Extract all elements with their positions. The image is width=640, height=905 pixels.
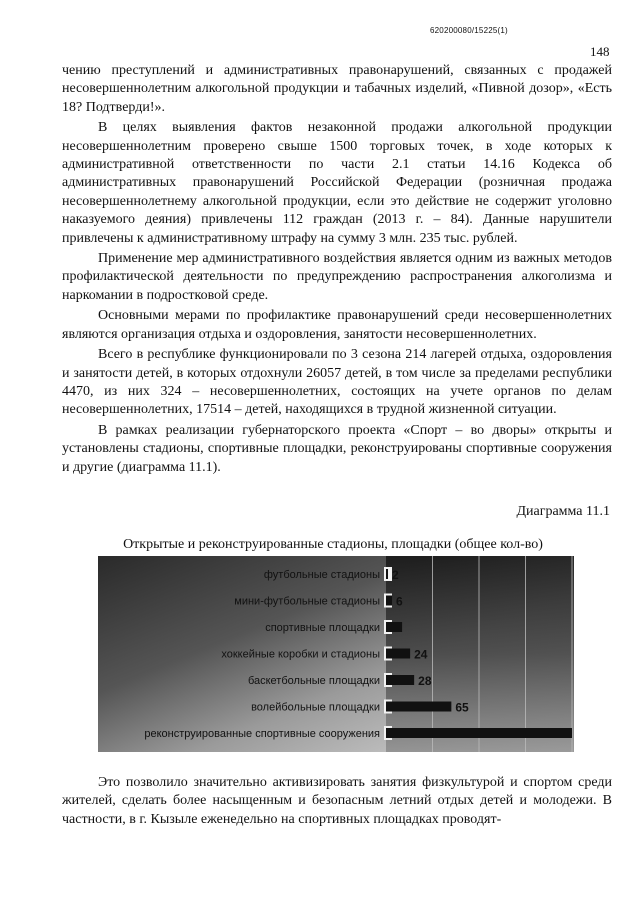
paragraph: Это позволило значительно активизировать занятия физкультурой и спортом среди жителей, сделать более насыщенным и безопасным летний отдых детей и молодежи. В частности, в г. Кызыле еженедельно на спортивных площадках проводят-	[62, 775, 612, 827]
data-label: 6	[396, 594, 403, 609]
bar	[386, 622, 402, 632]
category-label: хоккейные коробки и стадионы	[221, 648, 380, 661]
chart-svg	[98, 556, 574, 752]
bar	[386, 596, 392, 606]
data-label: 65	[455, 700, 469, 715]
chart	[98, 556, 574, 752]
document-code: 620200080/15225(1)	[430, 26, 508, 35]
bar	[386, 675, 414, 685]
data-label: 28	[418, 674, 432, 688]
paragraph: Применение мер административного воздействия является одним из важных методов профилактической деятельности по предупреждению распространения алкоголизма и наркомании в подростковой среде.	[62, 251, 612, 303]
paragraph: В целях выявления фактов незаконной продажи алкогольной продукции несовершеннолетним проверено свыше 1500 торговых точек, в ходе которых к административной ответственности по части 2.1 статьи 14.16 Кодекса об административных правонарушений Российской Федерации (розничная продажа несовершеннолетнему алкогольной продукции, если это действие не содержит уголовно наказуемого деяния) привлечены 112 граждан (2013 г. – 84). Данные нарушители привлечены к административному штрафу на сумму 3 млн. 235 тыс. рублей.	[62, 120, 612, 246]
after-chart-text	[62, 774, 612, 829]
category-label: реконструированные спортивные сооружения	[144, 728, 380, 740]
category-label: волейбольные площадки	[251, 701, 380, 714]
bar	[386, 728, 572, 738]
body-text	[62, 62, 612, 479]
chart-title: Открытые и реконструированные стадионы, площадки (общее кол-во)	[123, 537, 543, 552]
page-number: 148	[590, 44, 610, 59]
category-label: мини-футбольные стадионы	[234, 595, 380, 608]
data-label: 2	[392, 568, 399, 582]
paragraph: Всего в республике функционировали по 3 сезона 214 лагерей отдыха, оздоровления и занятости детей, в которых отдохнули 26057 детей, в том числе за пределами республики 4470, из них 324 – несовершеннолетних, состоящих на учете органов по делам несовершеннолетних, 17514 – детей, находящихся в трудной жизненной ситуации.	[62, 347, 612, 418]
bar	[386, 649, 410, 659]
paragraph: В рамках реализации губернаторского проекта «Спорт – во дворы» открыты и установлены стадионы, спортивные площадки, реконструированы спортивные сооружения и другие (диаграмма 11.1).	[62, 422, 612, 475]
bar	[386, 702, 451, 712]
paragraph: Основными мерами по профилактике правонарушений среди несовершеннолетних являются организация отдыха и оздоровления, занятости несовершеннолетних.	[62, 308, 612, 342]
paragraph: чению преступлений и административных правонарушений, связанных с продажей несовершеннолетним алкогольной продукции и табачных изделий, «Пивной дозор», «Есть 18? Подтверди!».	[62, 63, 612, 115]
bar	[386, 569, 388, 579]
category-label: баскетбольные площадки	[247, 675, 380, 687]
diagram-caption: Диаграмма 11.1	[516, 504, 610, 519]
data-label: 24	[414, 647, 428, 662]
category-label: футбольные стадионы	[263, 569, 380, 581]
category-label: спортивные площадки	[265, 622, 380, 634]
